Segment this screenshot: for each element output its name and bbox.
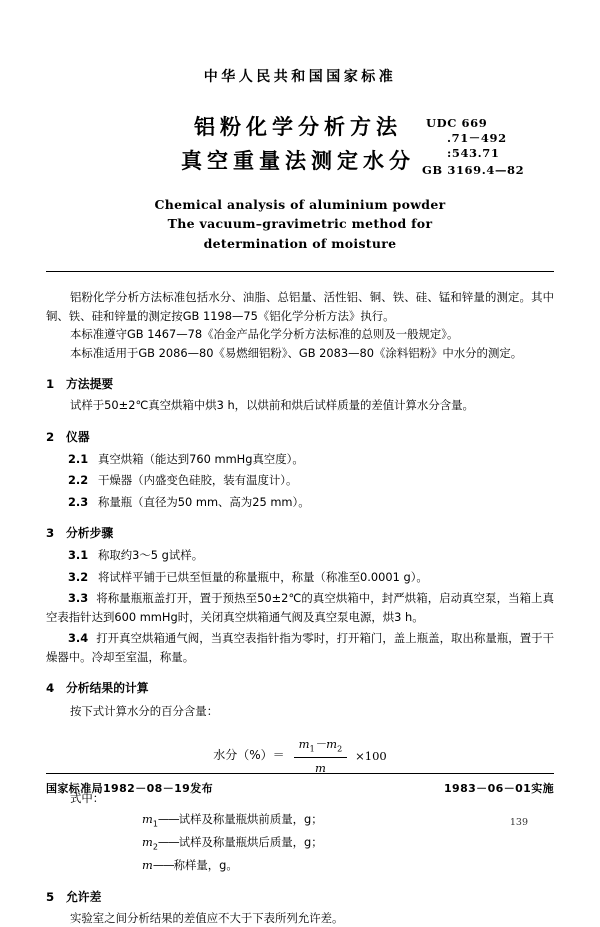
- national-standard-header: 中华人民共和国国家标准: [203, 69, 397, 85]
- title-block: [46, 112, 554, 177]
- udc-line-2: .71－492: [447, 131, 507, 146]
- definition-m-dash: ——: [152, 858, 174, 873]
- formula-m1: m: [298, 736, 310, 751]
- definition-m1-dash: ——: [157, 811, 179, 826]
- section-1-title: 方法提要: [66, 377, 114, 391]
- item-2-3: [46, 493, 554, 511]
- definition-m1: [46, 810, 554, 831]
- intro-paragraph-1: 铝粉化学分析方法标准包括水分、油脂、总铝量、活性铝、铜、铁、硅、锰和锌量的测定。其中铜、铁、硅和锌量的测定按GB 1198—75《铝化学分析方法》执行。: [46, 290, 554, 323]
- chinese-title-line-2: 真空重量法测定水分: [181, 148, 415, 173]
- effective-date: 1983－06－01实施: [443, 782, 554, 795]
- chinese-title-line-1: 铝粉化学分析方法: [194, 115, 402, 139]
- header-divider: [46, 271, 554, 272]
- definition-m-symbol: m: [142, 858, 153, 873]
- definition-m2-text: 试样及称量瓶烘后质量，g；: [178, 835, 323, 850]
- item-3-1-number: 3.1: [68, 548, 89, 563]
- intro-paragraph-2: 本标准遵守GB 1467—78《冶金产品化学分析方法标准的总则及一般规定》。: [70, 327, 459, 342]
- definition-m2: [46, 833, 554, 854]
- formula-right-side: ×100: [355, 748, 387, 763]
- formula-m1-subscript: 1: [309, 743, 315, 753]
- english-title: [46, 195, 554, 253]
- definition-m2-subscript: 2: [152, 842, 158, 852]
- item-2-1: [46, 450, 554, 468]
- definition-m2-symbol: m: [142, 835, 153, 850]
- section-5-title: 允许差: [66, 889, 102, 904]
- section-4-title: 分析结果的计算: [66, 681, 149, 696]
- section-5-number: 5: [46, 889, 55, 904]
- moisture-formula: [46, 735, 554, 778]
- formula-m2-subscript: 2: [337, 743, 343, 753]
- udc-line-1: UDC 669: [426, 116, 488, 130]
- section-2-number: 2: [46, 429, 55, 444]
- definition-m1-symbol: m: [142, 811, 153, 826]
- definition-m2-dash: ——: [157, 835, 179, 850]
- formula-left-side: 水分（%）＝: [213, 748, 285, 763]
- item-3-3-number: 3.3: [68, 591, 89, 606]
- item-3-3: [46, 589, 554, 626]
- definition-m-text: 称样量，g。: [173, 858, 238, 873]
- item-3-3-text: 将称量瓶瓶盖打开，置于预热至50±2℃的真空烘箱中，封严烘箱，启动真空泵，当箱上真空表指针达到600 mmHg时，关闭真空烘箱通气阀及真空泵电源，烘3 h。: [46, 591, 554, 624]
- definition-m1-text: 试样及称量瓶烘前质量，g；: [178, 811, 323, 826]
- section-4-heading: [46, 679, 554, 698]
- item-3-4-number: 3.4: [68, 631, 89, 646]
- footer: [46, 780, 554, 796]
- formula-m2: m: [326, 736, 338, 751]
- section-2-heading: [46, 428, 554, 447]
- issue-date: 国家标准局1982－08－19发布: [46, 782, 214, 795]
- item-2-1-text: 真空烘箱（能达到760 mmHg真空度）。: [98, 451, 304, 466]
- formula-minus: －: [314, 736, 327, 751]
- udc-line-3: :543.71: [447, 146, 500, 161]
- item-2-2-text: 干燥器（内盛变色硅胶，装有温度计）。: [98, 473, 298, 488]
- english-title-line-1: Chemical analysis of aluminium powder: [154, 197, 446, 212]
- item-2-3-number: 2.3: [68, 494, 89, 509]
- item-3-1: [46, 546, 554, 564]
- english-title-line-3: determination of moisture: [203, 235, 397, 251]
- udc-code-block: [412, 116, 562, 178]
- section-3-number: 3: [46, 526, 55, 541]
- item-3-1-text: 称取约3～5 g试样。: [98, 548, 204, 563]
- section-1-number: 1: [46, 377, 55, 391]
- section-1-heading: [46, 375, 554, 394]
- document-body: [46, 288, 554, 927]
- section-3-title: 分析步骤: [66, 526, 114, 541]
- item-2-2: [46, 471, 554, 489]
- item-3-4-text: 打开真空烘箱通气阀，当真空表指针指为零时，打开箱门，盖上瓶盖，取出称量瓶，置于干燥器中。冷却至室温，称量。: [46, 631, 554, 664]
- item-3-2: [46, 568, 554, 586]
- section-5-body: 实验室之间分析结果的差值应不大于下表所列允许差。: [70, 910, 344, 925]
- item-2-2-number: 2.2: [68, 473, 89, 488]
- definition-m: [46, 856, 554, 874]
- section-4-lead: 按下式计算水分的百分含量：: [70, 704, 219, 719]
- item-2-3-text: 称量瓶（直径为50 mm、高为25 mm）。: [98, 494, 310, 509]
- where-label: 式中：: [70, 791, 105, 806]
- definition-m1-subscript: 1: [152, 819, 158, 829]
- formula-numerator: [294, 735, 348, 757]
- section-4-number: 4: [46, 681, 55, 696]
- intro-paragraph-3: 本标准适用于GB 2086—80《易燃细铝粉》、GB 2083—80《涂料铝粉》中水分的测定。: [70, 345, 523, 360]
- page-number: 139: [509, 817, 528, 828]
- item-3-4: [46, 629, 554, 666]
- english-title-line-2: The vacuum–gravimetric method for: [167, 216, 433, 232]
- standard-number: GB 3169.4—82: [422, 162, 525, 177]
- formula-fraction: [294, 735, 348, 778]
- formula-denominator: m: [314, 760, 326, 775]
- item-2-1-number: 2.1: [68, 451, 89, 466]
- footer-divider: [46, 773, 554, 774]
- section-2-title: 仪器: [66, 429, 90, 444]
- section-1-body: 试样于50±2℃真空烘箱中烘3 h，以烘前和烘后试样质量的差值计算水分含量。: [70, 398, 474, 413]
- section-5-heading: [46, 888, 554, 907]
- section-3-heading: [46, 524, 554, 543]
- item-3-2-text: 将试样平铺于已烘至恒量的称量瓶中，称量（称准至0.0001 g）。: [98, 569, 428, 584]
- item-3-2-number: 3.2: [68, 569, 89, 584]
